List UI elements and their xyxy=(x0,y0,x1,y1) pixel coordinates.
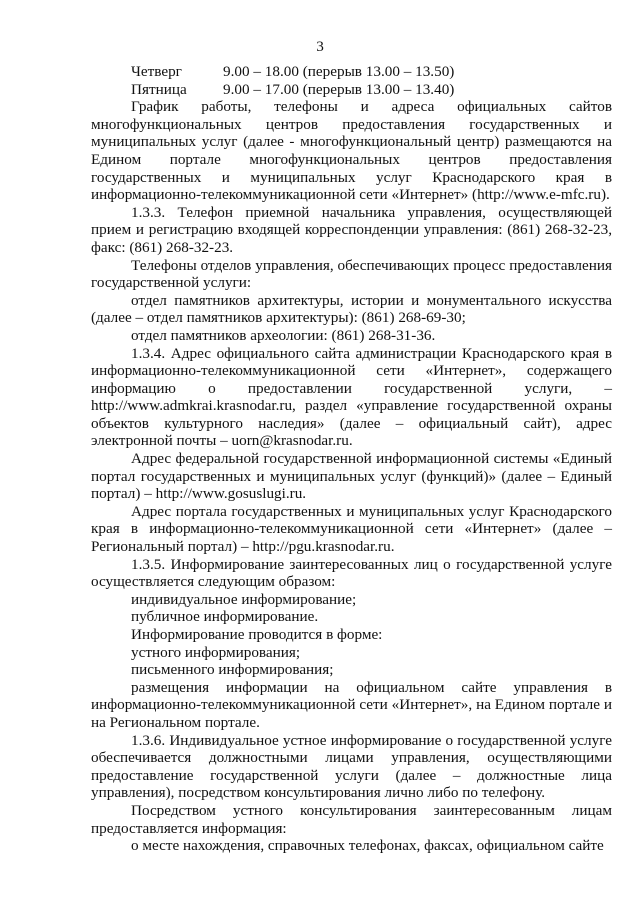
schedule-time: 9.00 – 18.00 (перерыв 13.00 – 13.50) xyxy=(223,63,455,80)
schedule-day: Четверг xyxy=(131,63,182,80)
schedule-time: 9.00 – 17.00 (перерыв 13.00 – 13.40) xyxy=(223,80,455,98)
list-item: публичное информирование. xyxy=(131,608,319,626)
page-number: 3 xyxy=(316,38,324,55)
paragraph-1-3-6: 1.3.6. Индивидуальное устное информирование о государственной услуге обеспечивается должностными лицами управления, осуществляющими предоставление государственной услуги (далее – должностные лица управления), посредством консультирования лично либо по телефону. xyxy=(91,731,612,802)
paragraph-oral-consultation: Посредством устного консультирования заинтересованным лицам предоставляется информация: xyxy=(91,801,612,837)
paragraph-federal-portal: Адрес федеральной государственной информационной системы «Единый портал государственных и муниципальных услуг (функций)» (далее – Единый портал) – http://www.gosuslugi.ru. xyxy=(91,450,612,503)
paragraph-mfc-schedule: График работы, телефоны и адреса официальных сайтов многофункциональных центров предоставления государственных и муниципальных услуг (далее - многофункциональный центр) размещаются на Едином портале многофункциональных центров предоставления государственных и муниципальных услуг Краснодарского края в информационно-телекоммуникационной сети «Интернет» (http://www.e-mfc.ru). xyxy=(91,98,612,204)
list-item: индивидуальное информирование; xyxy=(131,590,357,608)
schedule-row xyxy=(91,63,612,81)
paragraph-publication: размещения информации на официальном сайте управления в информационно-телекоммуникационной сети «Интернет», на Едином портале и на Региональном портале. xyxy=(91,678,612,731)
paragraph-archaeology-dept: отдел памятников археологии: (861) 268-31-36. xyxy=(131,326,436,344)
paragraph-1-3-5: 1.3.5. Информирование заинтересованных лиц о государственной услуге осуществляется следующим образом: xyxy=(91,555,612,591)
list-item: Информирование проводится в форме: xyxy=(131,626,383,643)
paragraph-regional-portal: Адрес портала государственных и муниципальных услуг Краснодарского края в информационно-телекоммуникационной сети «Интернет» (далее – Региональный портал) – http://pgu.krasnodar.ru. xyxy=(91,502,612,556)
paragraph-location-info: о месте нахождения, справочных телефонах, факсах, официальном сайте xyxy=(131,837,604,855)
schedule-row xyxy=(91,81,612,99)
paragraph-department-phones: Телефоны отделов управления, обеспечивающих процесс предоставления государственной услуги: xyxy=(91,256,612,292)
paragraph-1-3-4: 1.3.4. Адрес официального сайта администрации Краснодарского края в информационно-телекоммуникационной сети «Интернет», содержащего информацию о предоставлении государственной услуги, – http://www.admkrai.krasnodar.ru, раздел «управление государственной охраны объектов культурного наследия» (далее – официальный сайт), адрес электронной почты – uorn@krasnodar.ru. xyxy=(91,344,612,450)
paragraph-1-3-3: 1.3.3. Телефон приемной начальника управления, осуществляющей прием и регистрацию входящей корреспонденции управления: (861) 268-32-23, факс: (861) 268-32-23. xyxy=(91,203,612,256)
schedule-day: Пятница xyxy=(131,80,187,98)
list-item: устного информирования; xyxy=(131,643,301,661)
list-item: письменного информирования; xyxy=(131,661,334,679)
paragraph-architecture-dept: отдел памятников архитектуры, истории и монументального искусства (далее – отдел памятников архитектуры): (861) 268-69-30; xyxy=(91,291,612,327)
document-body xyxy=(91,63,612,855)
